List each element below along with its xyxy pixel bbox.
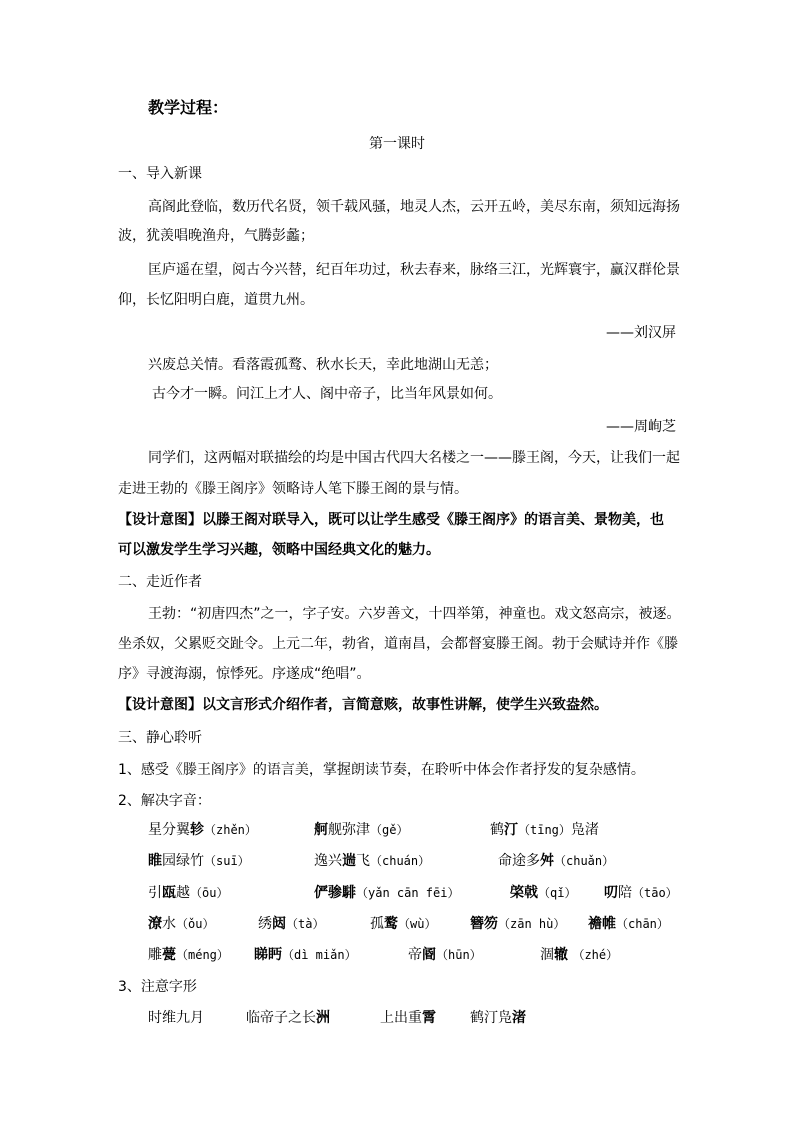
vocab-item: 临帝子之长洲 xyxy=(246,1010,330,1026)
vocab-item: 叨陪（tāo） xyxy=(604,885,678,901)
paragraph-line: 同学们，这两幅对联描绘的均是中国古代四大名楼之一——滕王阁，今天，让我们一起 xyxy=(148,450,680,466)
vocab-item: 雕甍（méng） xyxy=(148,947,229,963)
paragraph-line: 波，犹羡唱晚渔舟，气腾彭蠡； xyxy=(118,228,314,244)
list-item: 2、解决字音： xyxy=(118,793,211,809)
vocab-item: 潦水（ǒu） xyxy=(148,916,215,932)
paragraph-line: 高阁此登临，数历代名贤，领千载风骚，地灵人杰，云开五岭，美尽东南，须知远海扬 xyxy=(148,199,680,215)
vocab-item: 绣闼（tà） xyxy=(258,916,325,932)
vocab-item: 睇眄（dì miǎn） xyxy=(254,947,357,963)
vocab-item: 时维九月 xyxy=(148,1010,204,1026)
vocab-item: 襜帷（chān） xyxy=(588,916,669,932)
section-title: 三、静心聆听 xyxy=(118,730,202,746)
design-intent: 【设计意图】以文言形式介绍作者，言简意赅，故事性讲解，使学生兴致盎然。 xyxy=(118,697,608,713)
paragraph-line: 坐杀奴，父累贬交趾令。上元二年，勃省，道南昌，会都督宴滕王阁。勃于会赋诗并作《滕 xyxy=(118,636,678,652)
vocab-item: 睢园绿竹（suī） xyxy=(148,853,250,869)
list-item: 3、注意字形 xyxy=(118,979,197,995)
vocab-item: 命途多舛（chuǎn） xyxy=(498,853,615,869)
lesson-title: 第一课时 xyxy=(369,136,425,152)
paragraph-line: 兴废总关情。看落霞孤鹜、秋水长天，幸此地湖山无恙； xyxy=(148,357,498,373)
attribution: ——刘汉屏 xyxy=(606,325,676,341)
attribution: ——周峋芝 xyxy=(606,419,676,435)
vocab-item: 上出重霄 xyxy=(380,1010,436,1026)
paragraph-line: 匡庐遥在望，阅古今兴替，纪百年功过，秋去春来，脉络三江，光辉寰宇，赢汉群伦景 xyxy=(148,262,680,278)
paragraph-line: 序》寻渡海溺，惊悸死。序遂成“绝唱”。 xyxy=(118,666,371,682)
vocab-item: 星分翼轸（zhěn） xyxy=(148,822,257,838)
page-heading: 教学过程： xyxy=(148,98,229,117)
paragraph-line: 王勃：“初唐四杰”之一，字子安。六岁善文，十四举第，神童也。戏文怒高宗，被逐。 xyxy=(148,606,681,622)
paragraph-line: 仰，长忆阳明白鹿，道贯九州。 xyxy=(118,292,314,308)
paragraph-line: 走进王勃的《滕王阁序》领略诗人笔下滕王阁的景与情。 xyxy=(118,481,468,497)
design-intent: 【设计意图】以滕王阁对联导入，既可以让学生感受《滕王阁序》的语言美、景物美，也 xyxy=(118,512,664,528)
design-intent: 可以激发学生学习兴趣，领略中国经典文化的魅力。 xyxy=(118,542,440,558)
vocab-item: 鹤汀凫渚 xyxy=(470,1010,526,1026)
vocab-item: 棨戟（qǐ） xyxy=(510,885,577,901)
vocab-item: 孤鹜（wù） xyxy=(370,916,437,932)
vocab-item: 涸辙 （zhé） xyxy=(540,947,619,963)
list-item: 1、感受《滕王阁序》的语言美，掌握朗读节奏，在聆听中体会作者抒发的复杂感情。 xyxy=(118,762,645,778)
section-title: 二、走近作者 xyxy=(118,574,202,590)
vocab-item: 舸舰弥津（gě） xyxy=(314,822,409,838)
vocab-item: 俨骖騑（yǎn cān fēi） xyxy=(314,885,460,901)
paragraph-line: 古今才一瞬。问江上才人、阁中帝子，比当年风景如何。 xyxy=(152,386,502,402)
vocab-item: 簪笏（zān hù） xyxy=(470,916,566,932)
section-title: 一、导入新课 xyxy=(118,166,202,182)
vocab-item: 帝阍（hūn） xyxy=(408,947,482,963)
vocab-item: 鹤汀（tīng）凫渚 xyxy=(490,822,599,838)
vocab-item: 逸兴遄飞（chuán） xyxy=(314,853,431,869)
vocab-item: 引瓯越（ōu） xyxy=(148,885,229,901)
